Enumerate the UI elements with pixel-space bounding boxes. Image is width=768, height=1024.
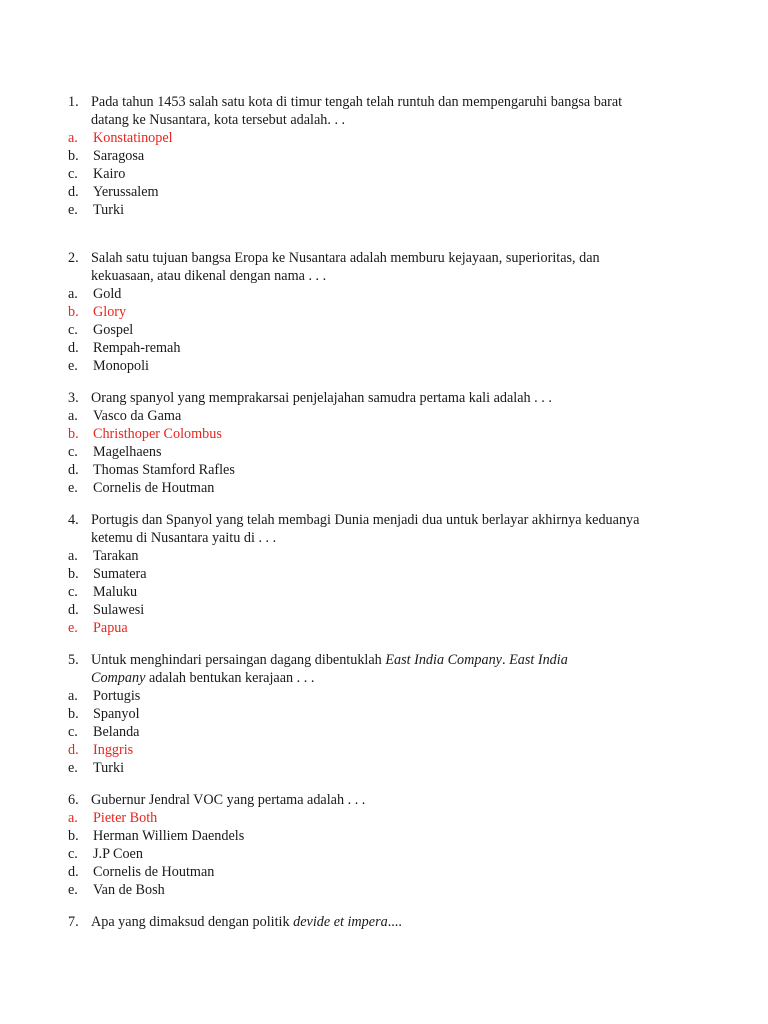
option-text: Pieter Both xyxy=(93,810,158,826)
question-text-line xyxy=(68,529,688,547)
question-text: . xyxy=(501,652,510,668)
option-letter: c. xyxy=(68,724,78,740)
option-letter: b. xyxy=(68,304,79,320)
option-text: Sulawesi xyxy=(93,602,145,618)
option-letter: e. xyxy=(68,620,78,636)
option-letter: a. xyxy=(68,408,78,424)
option-text: Spanyol xyxy=(93,706,140,722)
option-text: Christhoper Colombus xyxy=(93,426,222,442)
answer-option xyxy=(68,723,688,741)
option-letter: e. xyxy=(68,358,78,374)
option-letter: c. xyxy=(68,846,78,862)
question-text: Untuk menghindari persaingan dagang dibentuklah xyxy=(91,652,386,668)
answer-option xyxy=(68,547,688,565)
question-text: Salah satu tujuan bangsa Eropa ke Nusantara adalah memburu kejayaan, superioritas, dan xyxy=(91,250,600,266)
answer-option xyxy=(68,407,688,425)
option-letter: d. xyxy=(68,742,79,758)
question-text-line xyxy=(68,267,688,285)
question-text: ketemu di Nusantara yaitu di . . . xyxy=(91,530,277,546)
option-letter: a. xyxy=(68,810,78,826)
question-text-line xyxy=(68,93,688,111)
answer-option xyxy=(68,285,688,303)
option-text: Thomas Stamford Rafles xyxy=(93,462,235,478)
question-text: .... xyxy=(387,914,402,930)
answer-option-correct xyxy=(68,303,688,321)
option-letter: b. xyxy=(68,148,79,164)
option-text: Maluku xyxy=(93,584,138,600)
question-number: 3. xyxy=(68,390,79,406)
question-number: 4. xyxy=(68,512,79,528)
option-text: Papua xyxy=(93,620,128,636)
question-6 xyxy=(68,791,688,899)
option-letter: e. xyxy=(68,882,78,898)
question-5 xyxy=(68,651,688,777)
option-letter: e. xyxy=(68,760,78,776)
option-text: Gospel xyxy=(93,322,134,338)
option-text: Belanda xyxy=(93,724,140,740)
answer-option xyxy=(68,565,688,583)
option-text: Inggris xyxy=(93,742,134,758)
answer-option xyxy=(68,339,688,357)
question-text-line xyxy=(68,511,688,529)
answer-option xyxy=(68,687,688,705)
question-text-line xyxy=(68,111,688,129)
answer-option xyxy=(68,357,688,375)
answer-option xyxy=(68,881,688,899)
option-letter: d. xyxy=(68,864,79,880)
option-text: Tarakan xyxy=(93,548,139,564)
question-text-line xyxy=(68,791,688,809)
question-7 xyxy=(68,913,688,931)
option-text: Saragosa xyxy=(93,148,145,164)
italic-term: devide et impera xyxy=(293,914,388,930)
question-number: 6. xyxy=(68,792,79,808)
question-number: 7. xyxy=(68,914,79,930)
option-letter: c. xyxy=(68,584,78,600)
answer-option-correct xyxy=(68,619,688,637)
answer-option-correct xyxy=(68,809,688,827)
option-text: Cornelis de Houtman xyxy=(93,480,215,496)
question-text-line xyxy=(68,669,688,687)
question-text-line xyxy=(68,389,688,407)
option-letter: b. xyxy=(68,706,79,722)
option-letter: a. xyxy=(68,688,78,704)
option-text: Kairo xyxy=(93,166,126,182)
answer-option xyxy=(68,479,688,497)
question-text: Orang spanyol yang memprakarsai penjelajahan samudra pertama kali adalah . . . xyxy=(91,390,552,406)
option-text: Glory xyxy=(93,304,127,320)
option-text: Turki xyxy=(93,760,125,776)
option-letter: a. xyxy=(68,130,78,146)
option-text: Herman Williem Daendels xyxy=(93,828,245,844)
question-number: 2. xyxy=(68,250,79,266)
answer-option xyxy=(68,201,688,219)
option-letter: b. xyxy=(68,828,79,844)
option-letter: e. xyxy=(68,480,78,496)
option-text: Portugis xyxy=(93,688,141,704)
italic-term: Company xyxy=(91,670,146,686)
answer-option xyxy=(68,147,688,165)
answer-option xyxy=(68,759,688,777)
question-text: Pada tahun 1453 salah satu kota di timur tengah telah runtuh dan mempengaruhi bangsa barat xyxy=(91,94,623,110)
answer-option xyxy=(68,443,688,461)
answer-option-correct xyxy=(68,129,688,147)
question-4 xyxy=(68,511,688,637)
option-text: Cornelis de Houtman xyxy=(93,864,215,880)
option-text: Konstatinopel xyxy=(93,130,173,146)
answer-option xyxy=(68,583,688,601)
answer-option xyxy=(68,165,688,183)
answer-option-correct xyxy=(68,425,688,443)
question-text-line xyxy=(68,913,688,931)
answer-option xyxy=(68,601,688,619)
option-text: Vasco da Gama xyxy=(93,408,182,424)
answer-option-correct xyxy=(68,741,688,759)
question-number: 5. xyxy=(68,652,79,668)
option-text: Magelhaens xyxy=(93,444,162,460)
option-letter: d. xyxy=(68,602,79,618)
option-text: Sumatera xyxy=(93,566,147,582)
answer-option xyxy=(68,705,688,723)
question-text: adalah bentukan kerajaan . . . xyxy=(145,670,315,686)
option-text: Rempah-remah xyxy=(93,340,181,356)
option-text: J.P Coen xyxy=(93,846,143,862)
option-letter: d. xyxy=(68,340,79,356)
option-text: Yerussalem xyxy=(93,184,159,200)
answer-option xyxy=(68,183,688,201)
option-text: Van de Bosh xyxy=(93,882,165,898)
option-letter: d. xyxy=(68,462,79,478)
answer-option xyxy=(68,845,688,863)
question-text-line xyxy=(68,249,688,267)
option-letter: c. xyxy=(68,322,78,338)
option-letter: d. xyxy=(68,184,79,200)
option-letter: c. xyxy=(68,166,78,182)
answer-option xyxy=(68,827,688,845)
question-2 xyxy=(68,249,688,375)
answer-option xyxy=(68,321,688,339)
option-text: Turki xyxy=(93,202,125,218)
italic-term: East India Company xyxy=(385,652,502,668)
italic-term: East India xyxy=(509,652,568,668)
option-text: Monopoli xyxy=(93,358,149,374)
question-number: 1. xyxy=(68,94,79,110)
question-text: Gubernur Jendral VOC yang pertama adalah . . . xyxy=(91,792,366,808)
question-3 xyxy=(68,389,688,497)
question-1 xyxy=(68,93,688,219)
option-letter: e. xyxy=(68,202,78,218)
option-letter: b. xyxy=(68,426,79,442)
question-text: Apa yang dimaksud dengan politik xyxy=(91,914,294,930)
option-text: Gold xyxy=(93,286,122,302)
answer-option xyxy=(68,863,688,881)
answer-option xyxy=(68,461,688,479)
option-letter: a. xyxy=(68,286,78,302)
question-text-line xyxy=(68,651,688,669)
option-letter: c. xyxy=(68,444,78,460)
question-text: Portugis dan Spanyol yang telah membagi Dunia menjadi dua untuk berlayar akhirnya keduanya xyxy=(91,512,640,528)
option-letter: a. xyxy=(68,548,78,564)
option-letter: b. xyxy=(68,566,79,582)
question-text: kekuasaan, atau dikenal dengan nama . . . xyxy=(91,268,327,284)
question-text: datang ke Nusantara, kota tersebut adalah. . . xyxy=(91,112,346,128)
